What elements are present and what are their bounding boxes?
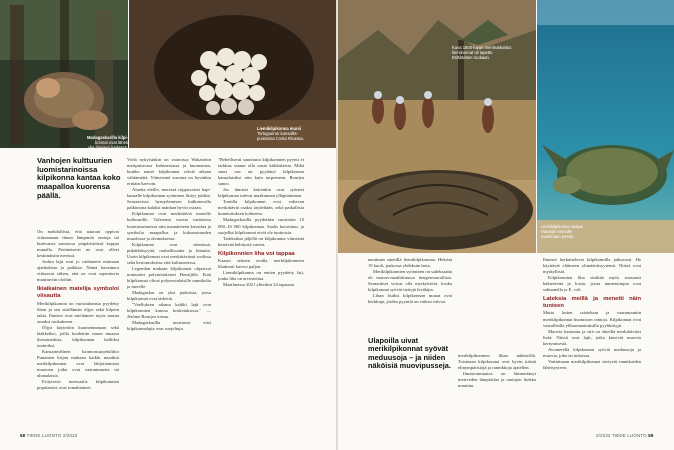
col3-subheading: Kilpikonnien liha voi tappaa (218, 250, 295, 257)
footer-right (596, 433, 653, 438)
caption-sea-turtle: Liemikilpikonna saapui Havaijin rannalle munimaan pesän. (541, 224, 584, 239)
col3-p8: Maailmassa 2021 ylitettiin 34 tapausta. (223, 282, 296, 288)
column-3 (218, 157, 304, 427)
footer-left-issue: 2/2022 (62, 433, 78, 438)
col3-p5: Tarkkailun jäljellä on kilpikonnia viimeistä kestävää kehitystä varten. (218, 235, 304, 247)
col2-p5: Legendan mukaan kilpikonnat ohjasivat muinaiset polynesialaiset Havaijille. Erää kilpikonnat olivat polynesialaisille rannikolta ja merelle. (127, 265, 211, 289)
footer-left (20, 433, 77, 438)
col4-p5: Ilmastonmuutos on lämmittänyt meriveden lämpötilaa ja rantojen hiekka muuttuu. (458, 371, 536, 389)
col3-p1: "Rehellisesti sanottuna kilpikonnien pyynti ei tarkkaa saanut olla uusia kiikkulaisia. Mikä suuri osa on pyytänyt kilpikonnia kansalaisiksi niin kuin tarpeeseen, Bourjea sanoo. (218, 157, 304, 187)
column-1 (37, 229, 119, 427)
col4-p3: Lihan lisäksi kilpikonnan munat ovat herkkuja, joiden pyyntiä on vaikea valvoa. (368, 293, 452, 305)
col2-p4: Kilpikonnat ovat sitemissä, pitkäikäisyyttä, rauhallisuutta ja hitautta. Usein kilpikonnat ovat merkittävässä roolissa sekä kertomuksissa että kulttuureissa. (127, 241, 211, 265)
page-gutter (336, 0, 338, 450)
col3-p7: Liemikilpikonna on eniten pyydetty laji, jonka liha on arvostettua. (218, 270, 304, 282)
article-headline: Vanhojen kulttuurien luomistarinoissa kilpikonna kantaa koko maapalloa kuorensa päällä. (37, 156, 121, 200)
col5-p3: Mutta lasten taisteluun ja vaarantamiin merikilpikonnat huomioon rantoja. Kilpikonnat ovat vaarallisilla ylihuomautuksilla pyyhkittyjä. (543, 310, 641, 328)
col1-p2: Joskin lajit ovat jo vaihtaneet muinaan ajankohtaa ja paikkaa. Nämä havainnot viittaavat siihen, että ne ovat sopeutuvia muuttuviin oloihin. (37, 259, 119, 283)
col1-p5: Kansainvälinen luonnonsuojeluliitto Punainen kirjan mukaan kaikki muutkin merikilpikonnat ovat lahjoittamista muotoon jotka ovat vaarantuneita tai uhanalaisia. (37, 348, 119, 379)
col1-subheading: Ikiaikainen matelija symboloi viisautta (37, 286, 119, 300)
col3-p2: Jos ihmiset kuitenkin ovat syöneet kilpikonnat tulevat maakunnan ylläpitäminen. (218, 187, 304, 199)
col1-p3: Merikilpikonnia on vuosituhansia pyydetty lihan ja sen sisällämän öljyn sekä kilpien takia. Ihmiset ovat mieltäneet myös munia omaksi ruokakseen. (37, 300, 119, 324)
col2-p2: Aluetta eleille, meressä riippuvaiset baje-kansalle kilpikonnan syöminen liittyy juhliin. Seuraavissa hymyilemisen kulkutavalla palkintona kalaksi mänhan hyvin ostaan. (127, 187, 211, 211)
col5-p4: Muovia kasautuu ja sitä on alueilla merkittävästi lisää. Niissä ovat lajit, jotka kärsivät muovin kertymisestä. (543, 328, 641, 346)
col4-p4: merikilpikonnien lihan nähtävillä. Toisinaan kilpikonnat ovat hyvin itäisiä elinympäristöjä ja rannikkoja ajatellen. (458, 353, 536, 371)
col1-p4: Öljyä käytettiin kuumentamaan sekä lääkkeiksi, joilla hoidettiin muun muassa ihosairauksia, kilpikonnan kalliiksi tuotteiksi. (37, 324, 119, 348)
col2-p1: Vielä nykyisinkin on vaaroissa Wakatobin meripuistossa Indonesiassa ja huomataan, kuinka naiset kilpikonnat söivät aikana välttämättä. Viimeisinä vuosina on hyvinkin erittäin harvoin. (127, 157, 211, 187)
col4-p1: nauttiaan sinetillä liemikilpikonnaa. Hekistä 19 kuoli, joukossa yhdeksän lasta. (368, 257, 452, 269)
photo-sea-turtle (537, 0, 674, 253)
col5-p2: Kilpikonnien liha sisältää myös runsaasti bakteereita ja loisia, joista tunnetuimpia ovat salmonella ja E. coli. (543, 275, 641, 293)
col2-p6: Madagaskar on yksi paikoista, jossa kilpikonnat ovat tärkeitä. (127, 290, 211, 302)
col1-p1: On mahdollista, että naaraat oppivat viittaamaan ilman lämpimiä rantoja tai kutevansa samoissa ympäristöissä koppia muualla. Perinteisesti ne ovat olleet keskinäisiin merissä. (37, 229, 119, 259)
col3-p4: Madagaskarilla pyydetään vuosittain 10 000–16 000 kilpikonnaa. Saalis kuoriutuu, ja suojellut kilpikonnat eivät ole tuottoisia. (218, 217, 304, 235)
col2-p8: Madagaskarilla tavattavat viisi kilpikonnalajia ovat suojeltuja. (127, 320, 211, 332)
footer-left-page-number: 58 (20, 433, 26, 438)
column-2 (127, 157, 211, 427)
col5-p6: Vartuttuaan merikilpikonnat siirtyvät rannikoiden läheisyyteen. (543, 358, 641, 370)
col5-p1: Ihmiset herkuttelevat kilpikonnilla jatkuvasti. He käyttävät eläimeen ylimääräisyytensä. Niissä ovat myrkyllisiä. (543, 257, 641, 275)
caption-hand-turtle: Madagaskarilla kilpi- konnat ovat lähes yhä ihmisen kädessä. (87, 135, 128, 150)
col2-p3: Kilpikonnat ovat merkittäviä monelle kulttuurille. Tulisensä vuosia vanhoissa luomistarinoissa niin maantieteen kuvailua ja symbolia maapalloa ja kokonaisuuden muodossa ja olemuksessa. (127, 211, 211, 241)
footer-right-brand: TIEDE LUONTO (611, 433, 647, 438)
col3-p3: Tontilla kilpikonnat ovat valtavan merkittäviä osaksi täydeltään, sekä paikallisia kunnioituksen kohteena. (218, 199, 304, 217)
photo-hand-turtle (0, 0, 128, 148)
column-5 (543, 257, 641, 427)
photo-historic-illustration (338, 0, 536, 253)
footer-right-issue: 2/2022 (596, 433, 611, 438)
col5-subheading: Lateksia meillä ja menetti näin tunteen (543, 296, 641, 309)
col1-p6: Erityisesti merisaalis kilpikonnien populaatiot ovat romahtaneet. (37, 379, 119, 391)
footer-left-brand: TIEDE LUONTO (26, 433, 62, 438)
col3-p6: Kaasut seinien avulla merkilpikonnien lihakseni kasvoi paljon. (218, 258, 304, 270)
col5-p5: Avomerellä kilpikonnat syövät meduusoja ja muovia, joka on tuhoisaa. (543, 346, 641, 358)
caption-historic: Kuva 1800-luvun merimatkoista: liemikonnat oli tapettu Brittiläisten ruokaan. (452, 45, 512, 60)
col2-p7: "Vaelluksen aikana kaikki lajit ovat kilpikonnien kanssa kosketuksissa." — Jérôme Bourjea toteaa. (127, 302, 211, 320)
col4-p2: Merikilpikonnien syöminen on sadeksaalta eli marras-maaliskuussa hengenvaarallista. Seuraukset voivat olla myrkyttäviä, koska kilpikonnat syövät tiettyjä levälajia. (368, 269, 452, 293)
caption-turtle-eggs: Liemikilpikonna munii Tortugueron kansallis- puistossa Costa Ricassa. (257, 126, 305, 141)
column-4b (458, 257, 536, 427)
pull-quote: Ulapoilla uivat merikilpikonnat syövät meduusoja – ja niiden näköisiä muovipusseja. (368, 336, 451, 371)
footer-right-page-number: 59 (648, 433, 654, 438)
column-4 (368, 257, 452, 329)
